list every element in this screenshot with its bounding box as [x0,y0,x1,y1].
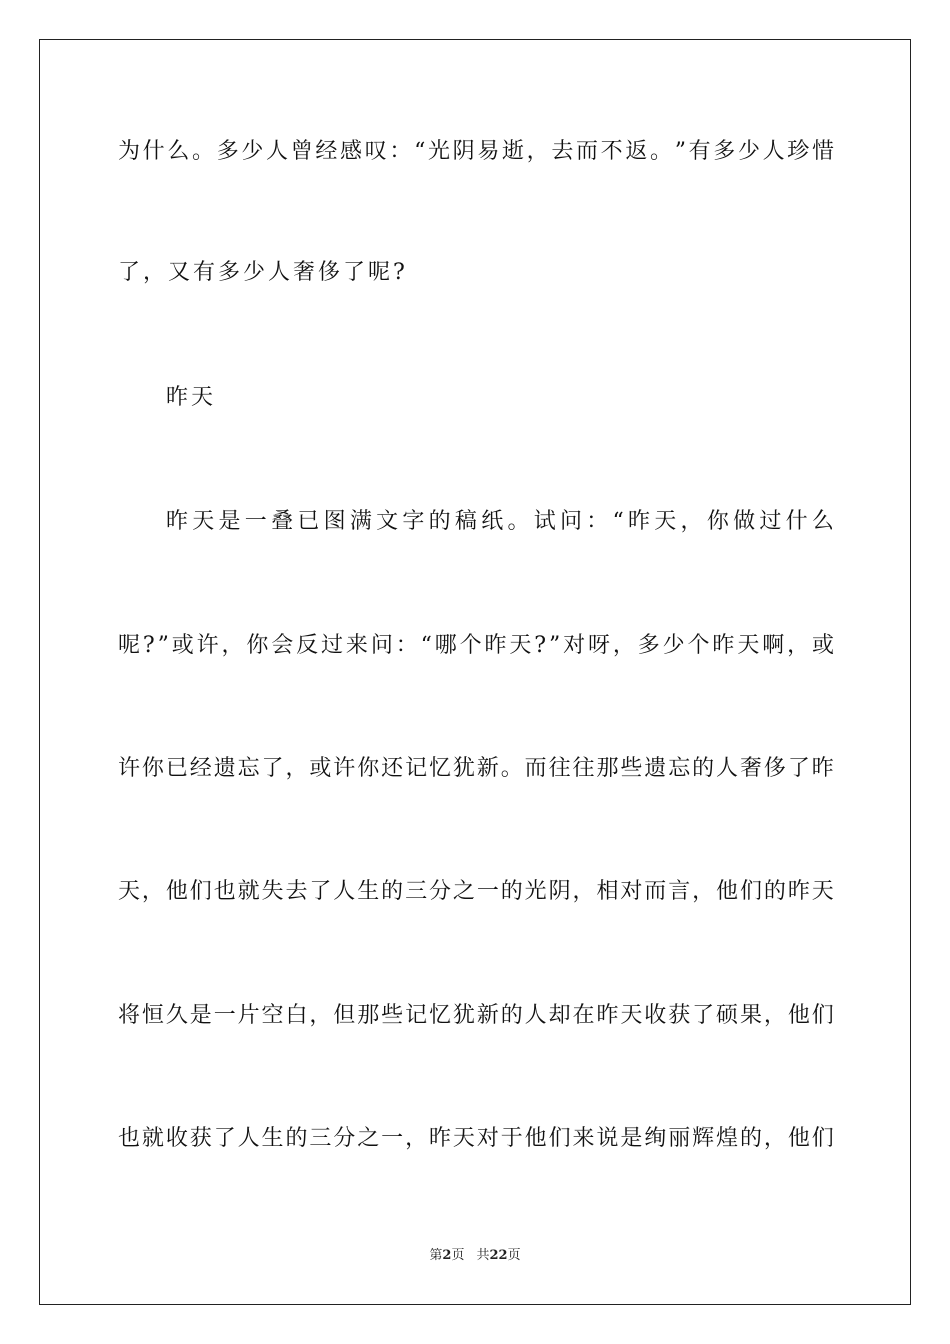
page-footer [0,1247,950,1265]
text-char: 遗 [644,756,667,781]
text-char: ， [612,633,635,658]
text-char: ， [285,756,308,781]
text-char: 会 [271,633,294,658]
text-char: 少 [662,633,685,658]
text-char: 经 [315,139,338,164]
text-char: 了 [787,756,810,781]
text-char: 们 [739,879,762,904]
text-char: 之 [357,1126,380,1151]
total-label-prefix: 共 [476,1248,490,1263]
text-char: ： [586,509,609,534]
text-char: 些 [381,1003,404,1028]
text-char: 他 [787,1003,810,1028]
section-heading: 昨天 [166,385,217,410]
text-char: ” [548,633,561,658]
text-char: 新 [476,1003,499,1028]
text-char: ， [405,1126,428,1151]
text-char: ： [389,139,412,164]
text-char: 恒 [141,1003,164,1028]
text-char: 哪 [434,633,457,658]
text-char: 三 [405,879,428,904]
text-char: 之 [452,879,475,904]
text-char: 些 [620,756,643,781]
text-char: 感 [340,139,363,164]
text-char: 忆 [428,1003,451,1028]
text-char: 你 [706,509,729,534]
text-char: 或 [309,756,332,781]
text-char: 那 [596,756,619,781]
text-char: 反 [296,633,319,658]
text-char: 相 [596,879,619,904]
text-char: 一 [213,1003,236,1028]
text-char: ， [763,1003,786,1028]
page-border [39,39,911,1305]
text-line-3 [166,507,834,537]
text-char: 天 [509,633,532,658]
text-char: 是 [218,509,241,534]
text-char: 光 [524,879,547,904]
text-char: 许 [118,756,141,781]
text-char: 三 [309,1126,332,1151]
text-char: 人 [762,139,785,164]
text-char: 。 [650,139,673,164]
text-char: 来 [572,1126,595,1151]
text-char: 人 [266,139,289,164]
text-char: 记 [405,756,428,781]
text-char: 问 [370,633,393,658]
text-char: ， [221,633,244,658]
text-char: 图 [323,509,346,534]
text-char: 什 [785,509,808,534]
text-char: 他 [524,1126,547,1151]
text-char: 人 [716,756,739,781]
text-char: 个 [459,633,482,658]
text-char: 久 [165,1003,188,1028]
text-char: 辉 [692,1126,715,1151]
text-char: 什 [142,139,165,164]
text-char: 过 [321,633,344,658]
text-char: 们 [189,879,212,904]
text-char: 做 [733,509,756,534]
text-char: 有 [688,139,711,164]
text-char: 果 [739,1003,762,1028]
text-char: 硕 [716,1003,739,1028]
text-char: 了 [213,1126,236,1151]
text-char: 昨 [484,633,507,658]
text-char: 是 [189,1003,212,1028]
text-line-1 [118,137,834,167]
text-char: 昨 [628,509,651,534]
text-char: 呀 [587,633,610,658]
text-char: 而 [576,139,599,164]
text-char: 人 [237,1126,260,1151]
text-char: 就 [141,1126,164,1151]
text-char: 奢 [739,756,762,781]
text-line-5 [118,754,834,784]
text-char: 文 [376,509,399,534]
text-char: 忘 [237,756,260,781]
text-char: 了 [309,879,332,904]
text-char: ” [674,139,686,164]
text-char: 返 [625,139,648,164]
text-char: 光 [427,139,450,164]
text-char: 昨 [712,633,735,658]
text-char: 了 [692,1003,715,1028]
text-char: 惜 [811,139,834,164]
text-char: 纸 [481,509,504,534]
text-char: 珍 [787,139,810,164]
text-char: 个 [687,633,710,658]
text-char: 记 [405,1003,428,1028]
text-char: 的 [500,1003,523,1028]
text-char: 逝 [501,139,524,164]
text-char: 于 [500,1126,523,1151]
text-char: 将 [118,1003,141,1028]
text-char: 们 [811,1003,834,1028]
text-char: 少 [737,139,760,164]
text-char: 少 [241,139,264,164]
text-char: 或 [811,633,834,658]
text-char: 他 [787,1126,810,1151]
text-char: 满 [349,509,372,534]
text-char: “ [612,509,624,534]
text-char: 多 [637,633,660,658]
text-char: ， [763,1126,786,1151]
text-char: 还 [381,756,404,781]
text-char: 空 [261,1003,284,1028]
text-char: 往 [548,756,571,781]
text-char: 。 [500,756,523,781]
text-char: 多 [713,139,736,164]
text-char: 却 [548,1003,571,1028]
text-char: 新 [476,756,499,781]
text-char: ， [309,1003,332,1028]
text-char: 一 [244,509,267,534]
page-label-suffix: 页 [451,1248,465,1263]
text-char: 对 [620,879,643,904]
text-char: 你 [357,756,380,781]
text-char: “ [414,139,426,164]
text-char: 么 [167,139,190,164]
text-char: 天 [118,879,141,904]
text-char: 已 [165,756,188,781]
text-char: 已 [297,509,320,534]
text-char: 也 [118,1126,141,1151]
text-char: ， [787,633,810,658]
text-char: 昨 [811,756,834,781]
text-char: 而 [524,756,547,781]
text-char: 犹 [452,756,475,781]
text-char: 。 [507,509,530,534]
text-char: 过 [759,509,782,534]
text-char: 言 [668,879,691,904]
total-label-suffix: 页 [507,1248,521,1263]
text-char: 天 [452,1126,475,1151]
text-line-7 [118,1001,834,1031]
text-char: 么 [811,509,834,534]
text-char: 就 [237,879,260,904]
text-char: 了 [261,756,284,781]
text-char: 煌 [716,1126,739,1151]
text-char: 而 [644,879,667,904]
text-char: 去 [551,139,574,164]
text-char: 们 [548,1126,571,1151]
text-char: 的 [692,756,715,781]
text-char: 往 [572,756,595,781]
text-char: 对 [476,1126,499,1151]
text-char: 分 [428,879,451,904]
text-char: 那 [357,1003,380,1028]
text-char: 一 [476,879,499,904]
text-char: 。 [192,139,215,164]
text-char: ? [142,633,155,658]
text-char: 去 [285,879,308,904]
text-char: 你 [246,633,269,658]
text-char: 问 [559,509,582,534]
text-char: ： [395,633,418,658]
text-char: ， [680,509,703,534]
text-char: 获 [668,1003,691,1028]
text-char: 曾 [290,139,313,164]
text-line-2: 了，又有多少人奢侈了呢? [118,260,408,285]
text-char: 字 [402,509,425,534]
text-char: 天 [620,1003,643,1028]
text-char: 多 [216,139,239,164]
text-char: 生 [261,1126,284,1151]
text-char: 收 [165,1126,188,1151]
text-char: 昨 [787,879,810,904]
text-char: 啊 [762,633,785,658]
text-char: 不 [600,139,623,164]
text-char: 天 [737,633,760,658]
text-char: 易 [477,139,500,164]
text-char: 分 [333,1126,356,1151]
current-page-number: 2 [442,1248,452,1263]
text-char: 呢 [118,633,141,658]
text-char: 侈 [763,756,786,781]
text-char: 的 [428,509,451,534]
text-char: 他 [165,879,188,904]
text-char: 收 [644,1003,667,1028]
text-char: 天 [654,509,677,534]
text-char: 失 [261,879,284,904]
text-char: 的 [763,879,786,904]
text-char: 生 [357,879,380,904]
text-char: 阴 [548,879,571,904]
text-line-4 [118,631,834,661]
text-char: 的 [285,1126,308,1151]
text-char: 阴 [452,139,475,164]
text-char: 的 [739,1126,762,1151]
text-char: 忘 [668,756,691,781]
text-char: 他 [716,879,739,904]
text-char: 是 [620,1126,643,1151]
text-char: 一 [381,1126,404,1151]
text-char: 的 [381,879,404,904]
text-char: 说 [596,1126,619,1151]
text-char: 昨 [596,1003,619,1028]
text-char: 试 [533,509,556,534]
page-label-prefix: 第 [429,1248,443,1263]
text-char: 也 [213,879,236,904]
text-char: 遗 [213,756,236,781]
text-char: 犹 [452,1003,475,1028]
text-char: ? [534,633,547,658]
text-char: 在 [572,1003,595,1028]
text-char: ， [141,879,164,904]
text-char: 但 [333,1003,356,1028]
text-char: 丽 [668,1126,691,1151]
text-char: 叹 [364,139,387,164]
text-char: 们 [811,1126,834,1151]
text-char: 人 [333,879,356,904]
text-char: 许 [333,756,356,781]
text-char: 获 [189,1126,212,1151]
text-char: 天 [192,509,215,534]
text-char: 叠 [271,509,294,534]
text-char: 对 [563,633,586,658]
text-line-6 [118,877,834,907]
text-char: “ [420,633,432,658]
text-char: 或 [171,633,194,658]
text-char: 昨 [428,1126,451,1151]
text-char: ， [692,879,715,904]
text-char: 经 [189,756,212,781]
text-char: ” [157,633,169,658]
text-char: 绚 [644,1126,667,1151]
text-char: ， [526,139,549,164]
text-line-8 [118,1124,834,1154]
text-char: 的 [500,879,523,904]
text-char: 忆 [428,756,451,781]
text-char: 昨 [166,509,189,534]
text-char: ， [572,879,595,904]
text-char: 天 [811,879,834,904]
text-char: 片 [237,1003,260,1028]
text-char: 白 [285,1003,308,1028]
total-page-count: 22 [489,1248,508,1263]
text-char: 许 [196,633,219,658]
text-char: 人 [524,1003,547,1028]
text-char: 稿 [454,509,477,534]
text-char: 为 [118,139,141,164]
text-char: 你 [141,756,164,781]
text-char: 来 [345,633,368,658]
